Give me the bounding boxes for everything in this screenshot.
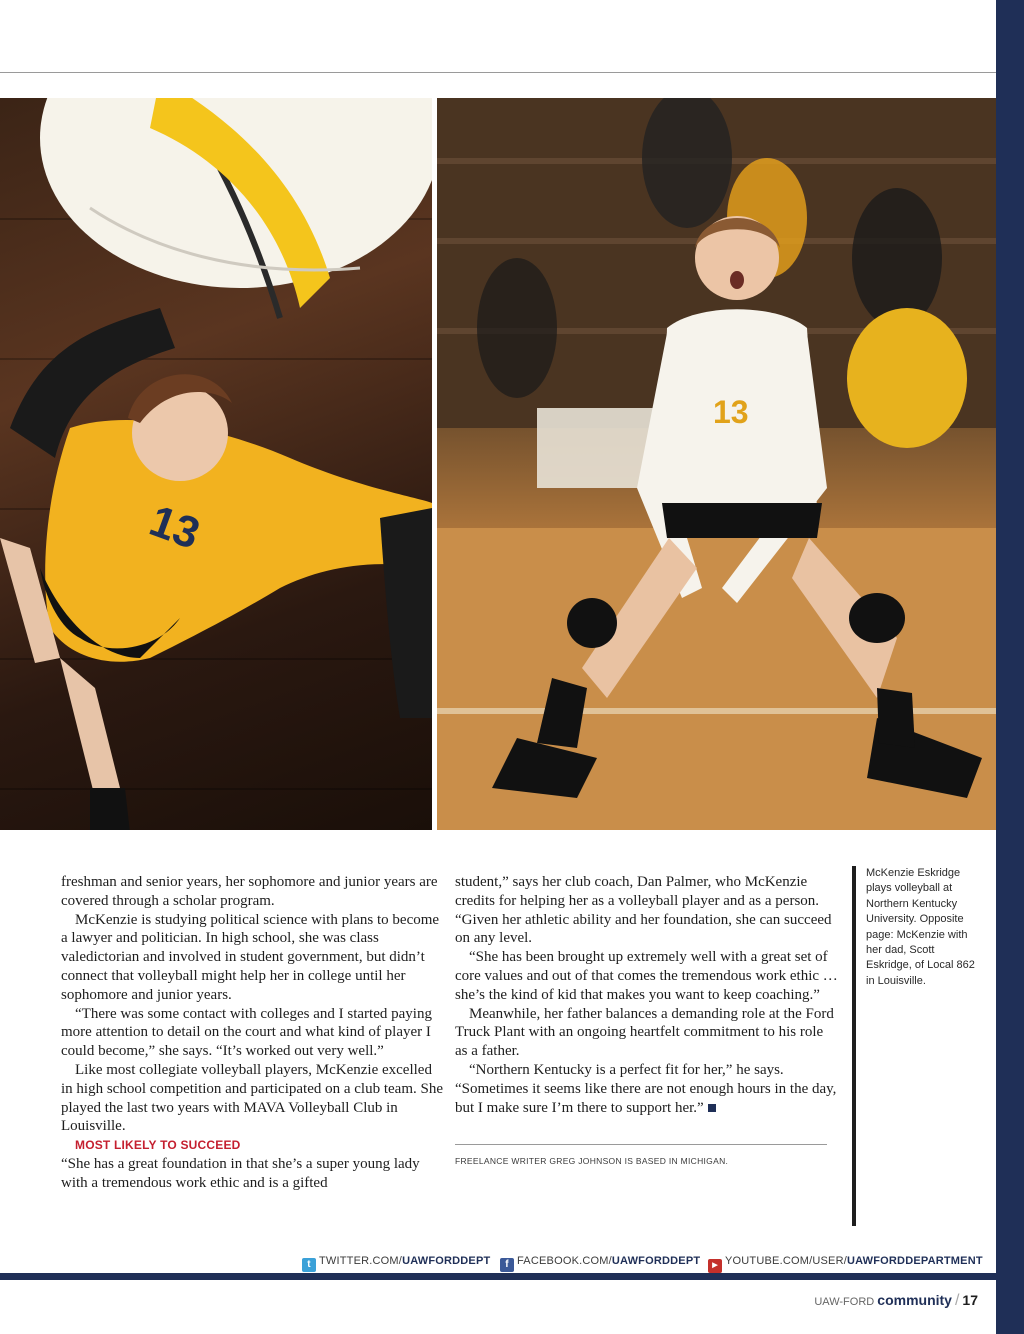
paragraph: student,” says her club coach, Dan Palmer, who McKenzie credits for helping her as a volleyball player and as a person. “Given her athletic ability and her foundation, she can succeed on any level. <box>455 874 832 947</box>
folio <box>814 1292 978 1310</box>
caption-rule <box>852 866 856 1226</box>
facebook-handle: UAWFORDDEPT <box>611 1255 701 1267</box>
twitter-prefix: TWITTER.COM/ <box>319 1255 403 1267</box>
folio-brand: community <box>877 1292 952 1308</box>
paragraph-final <box>455 1061 839 1117</box>
paragraph: McKenzie is studying political science with plans to become a lawyer and politician. In high school, she was class valedictorian and involved in student government, but didn’t connect that volleyball might help her in college until her sophomore and junior years. <box>61 911 440 1003</box>
paragraph-text: “Northern Kentucky is a perfect fit for her,” he says. “Sometimes it seems like there are not enough hours in the day, but I make sure I’m there to support her.” <box>455 1061 837 1116</box>
paragraph: Meanwhile, her father balances a demanding role at the Ford Truck Plant with an ongoing heartfelt commitment to his role as a father. <box>455 1005 834 1060</box>
right-edge-bar <box>996 0 1024 1334</box>
writer-credit: FREELANCE WRITER GREG JOHNSON IS BASED IN MICHIGAN. <box>455 1156 729 1166</box>
youtube-link[interactable] <box>708 1255 983 1273</box>
article-column-1 <box>61 873 443 1193</box>
facebook-prefix: FACEBOOK.COM/ <box>517 1255 612 1267</box>
paragraph: Like most collegiate volleyball players, McKenzie excelled in high school competition and participated on a club team. She played the last two years with MAVA Volleyball Club in Louisville. <box>61 1061 443 1135</box>
paragraph: freshman and senior years, her sophomore and junior years are covered through a scholar program. <box>61 874 438 909</box>
credit-rule <box>455 1144 827 1145</box>
photo-player-ready-stance <box>437 98 996 830</box>
twitter-handle: UAWFORDDEPT <box>402 1255 491 1267</box>
ready-stance-illustration <box>437 98 996 830</box>
subhead: MOST LIKELY TO SUCCEED <box>75 1138 241 1153</box>
paragraph: “There was some contact with colleges and I started paying more attention to detail on the court and what kind of player I could become,” she says. “It’s worked out very well.” <box>61 1005 432 1060</box>
footer-band <box>0 1273 996 1280</box>
right-jersey-number: 13 <box>713 394 749 430</box>
twitter-link[interactable] <box>302 1255 490 1272</box>
facebook-link[interactable] <box>500 1255 700 1272</box>
photo-caption: McKenzie Eskridge plays volleyball at Northern Kentucky University. Opposite page: McKenzie with her dad, Scott Eskridge, of Local 862 in Louisville. <box>866 867 975 987</box>
diving-player-illustration <box>0 98 432 830</box>
end-mark-icon <box>708 1104 716 1112</box>
header-rule <box>0 72 996 73</box>
photo-player-diving <box>0 98 432 830</box>
paragraph: “She has been brought up extremely well with a great set of core values and out of that comes the tremendous work ethic … she’s the kind of kid that makes you want to keep coaching.” <box>455 949 838 1003</box>
page-number: 17 <box>962 1292 978 1308</box>
youtube-icon: ▶ <box>708 1259 722 1273</box>
youtube-handle: UAWFORDDEPARTMENT <box>846 1255 983 1267</box>
folio-divider: / <box>954 1292 960 1309</box>
twitter-icon: t <box>302 1258 316 1272</box>
left-jersey-number: 13 <box>143 496 207 559</box>
youtube-prefix: YOUTUBE.COM/USER/ <box>725 1255 847 1267</box>
paragraph: “She has a great foundation in that she’s a super young lady with a tremendous work ethic and is a gifted <box>61 1155 420 1191</box>
folio-prefix: UAW-FORD <box>814 1296 875 1308</box>
article-column-2 <box>455 873 839 1117</box>
facebook-icon: f <box>500 1258 514 1272</box>
